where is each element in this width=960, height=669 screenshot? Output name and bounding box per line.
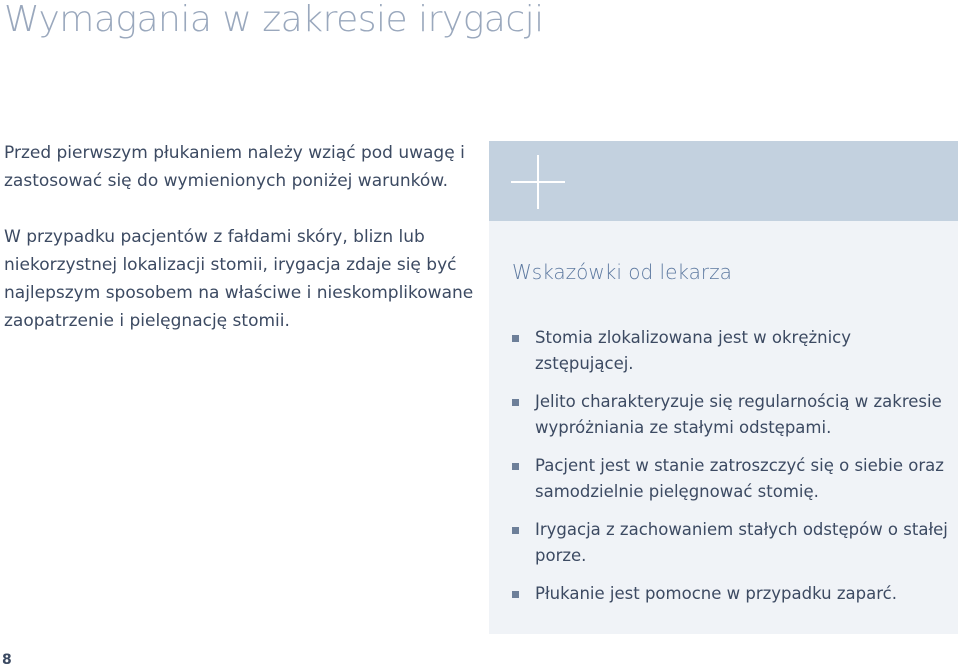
tip-text: Stomia zlokalizowana jest w okrężnicy zstępującej.: [535, 328, 852, 373]
tip-text: Płukanie jest pomocne w przypadku zaparć.: [535, 584, 897, 603]
intro-text: [4, 139, 474, 363]
tip-list-item: [512, 517, 952, 569]
bullet-icon: [512, 399, 519, 406]
page-title: Wymagania w zakresie irygacji: [4, 0, 544, 40]
tip-list-item: [512, 453, 952, 505]
tip-text: Jelito charakteryzuje się regularnością w zakresie wypróżniania ze stałymi odstępami.: [535, 392, 942, 437]
tip-box: [489, 221, 958, 634]
tip-box-title: Wskazówki od lekarza: [512, 260, 732, 284]
tip-list-item: [512, 325, 952, 377]
bullet-icon: [512, 591, 519, 598]
tip-box-header: [489, 141, 958, 221]
bullet-icon: [512, 527, 519, 534]
page-number: 8: [2, 652, 12, 668]
tip-list-item: [512, 389, 952, 441]
tip-list: [512, 325, 952, 619]
intro-paragraph: Przed pierwszym płukaniem należy wziąć pod uwagę i zastosować się do wymienionych poniżej warunków.: [4, 143, 465, 191]
tip-text: Pacjent jest w stanie zatroszczyć się o siebie oraz samodzielnie pielęgnować stomię.: [535, 456, 944, 501]
intro-paragraph: W przypadku pacjentów z fałdami skóry, blizn lub niekorzystnej lokalizacji stomii, irygacja zdaje się być najlepszym sposobem na właściwe i nieskomplikowane zaopatrzenie i pielęgnację stomii.: [4, 227, 474, 331]
bullet-icon: [512, 463, 519, 470]
plus-icon: [511, 155, 565, 209]
tip-text: Irygacja z zachowaniem stałych odstępów o stałej porze.: [535, 520, 948, 565]
bullet-icon: [512, 335, 519, 342]
tip-list-item: [512, 581, 952, 607]
